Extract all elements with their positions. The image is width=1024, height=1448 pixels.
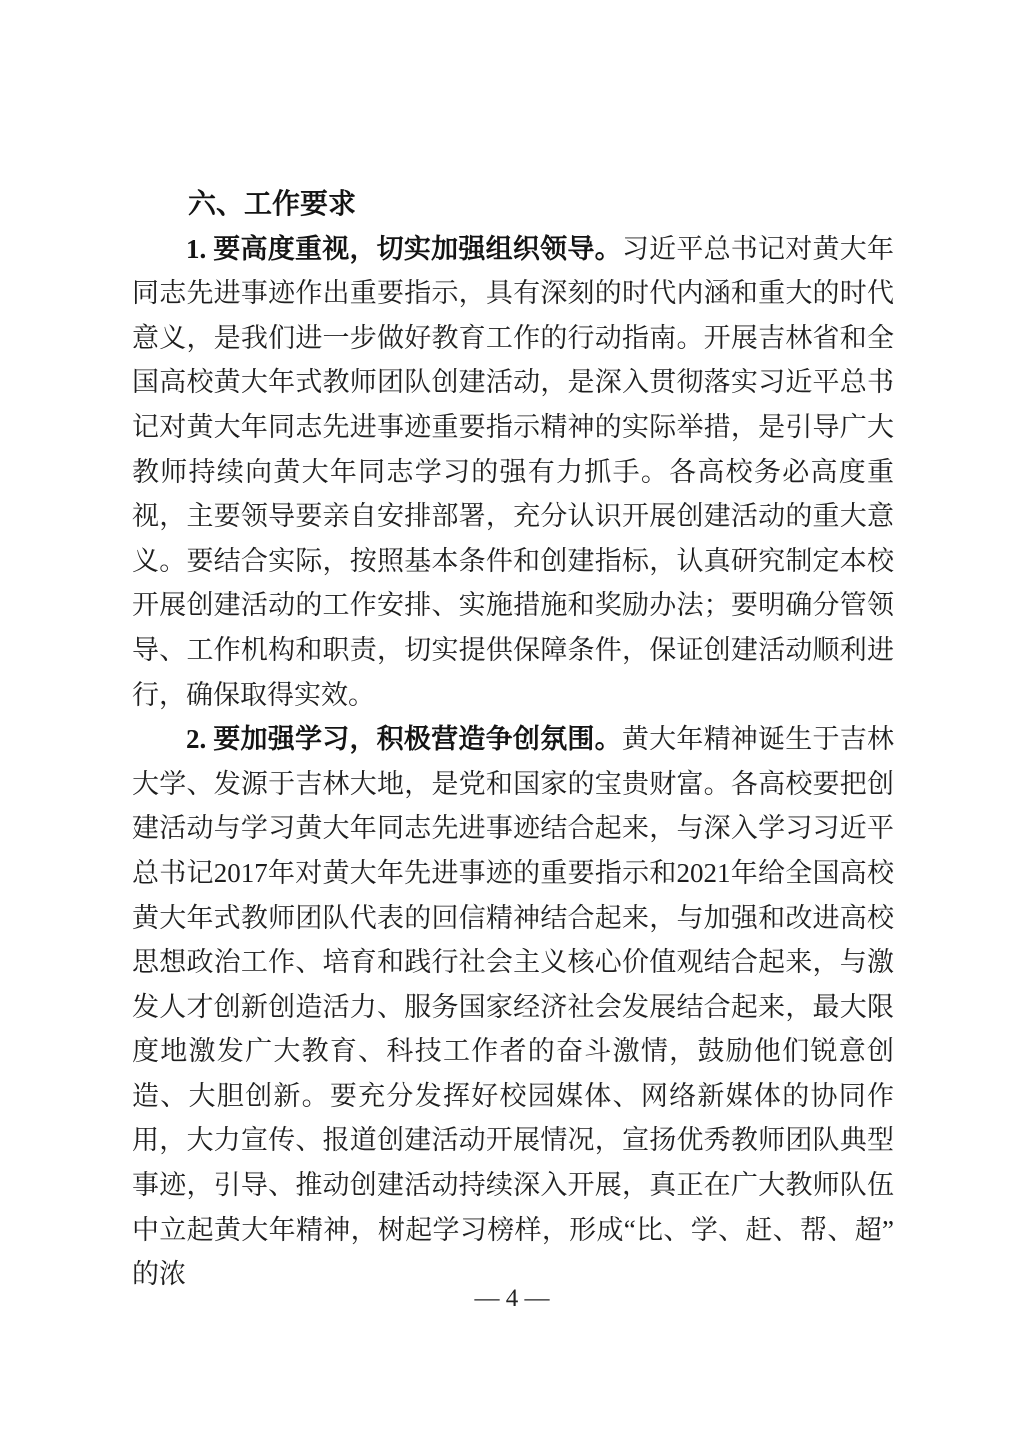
paragraph-1-lead: 1. 要高度重视，切实加强组织领导。 bbox=[186, 233, 622, 264]
section-heading: 六、工作要求 bbox=[188, 188, 357, 219]
paragraph-2 bbox=[132, 717, 894, 1297]
paragraph-2-lead: 2. 要加强学习，积极营造争创氛围。 bbox=[186, 724, 622, 755]
paragraph-2-body: 黄大年精神诞生于吉林大学、发源于吉林大地，是党和国家的宝贵财富。各高校要把创建活动与学习黄大年同志先进事迹结合起来，与深入学习习近平总书记2017年对黄大年先进事迹的重要指示和2021年给全国高校黄大年式教师团队代表的回信精神结合起来，与加强和改进高校思想政治工作、培育和践行社会主义核心价值观结合起来，与激发人才创新创造活力、服务国家经济社会发展结合起来，最大限度地激发广大教育、科技工作者的奋斗激情，鼓励他们锐意创造、大胆创新。要充分发挥好校园媒体、网络新媒体的协同作用，大力宣传、报道创建活动开展情况，宣扬优秀教师团队典型事迹，引导、推动创建活动持续深入开展，真正在广大教师队伍中立起黄大年精神，树起学习榜样，形成“比、学、赶、帮、超”的浓 bbox=[132, 724, 895, 1290]
paragraph-1-body: 习近平总书记对黄大年同志先进事迹作出重要指示，具有深刻的时代内涵和重大的时代意义，是我们进一步做好教育工作的行动指南。开展吉林省和全国高校黄大年式教师团队创建活动，是深入贯彻落实习近平总书记对黄大年同志先进事迹重要指示精神的实际举措，是引导广大教师持续向黄大年同志学习的强有力抓手。各高校务必高度重视，主要领导要亲自安排部署，充分认识开展创建活动的重大意义。要结合实际，按照基本条件和创建指标，认真研究制定本校开展创建活动的工作安排、实施措施和奖励办法；要明确分管领导、工作机构和职责，切实提供保障条件，保证创建活动顺利进行，确保取得实效。 bbox=[132, 233, 895, 710]
document-body bbox=[132, 182, 894, 1297]
page-number: — 4 — bbox=[474, 1285, 550, 1312]
paragraph-1 bbox=[132, 227, 894, 718]
